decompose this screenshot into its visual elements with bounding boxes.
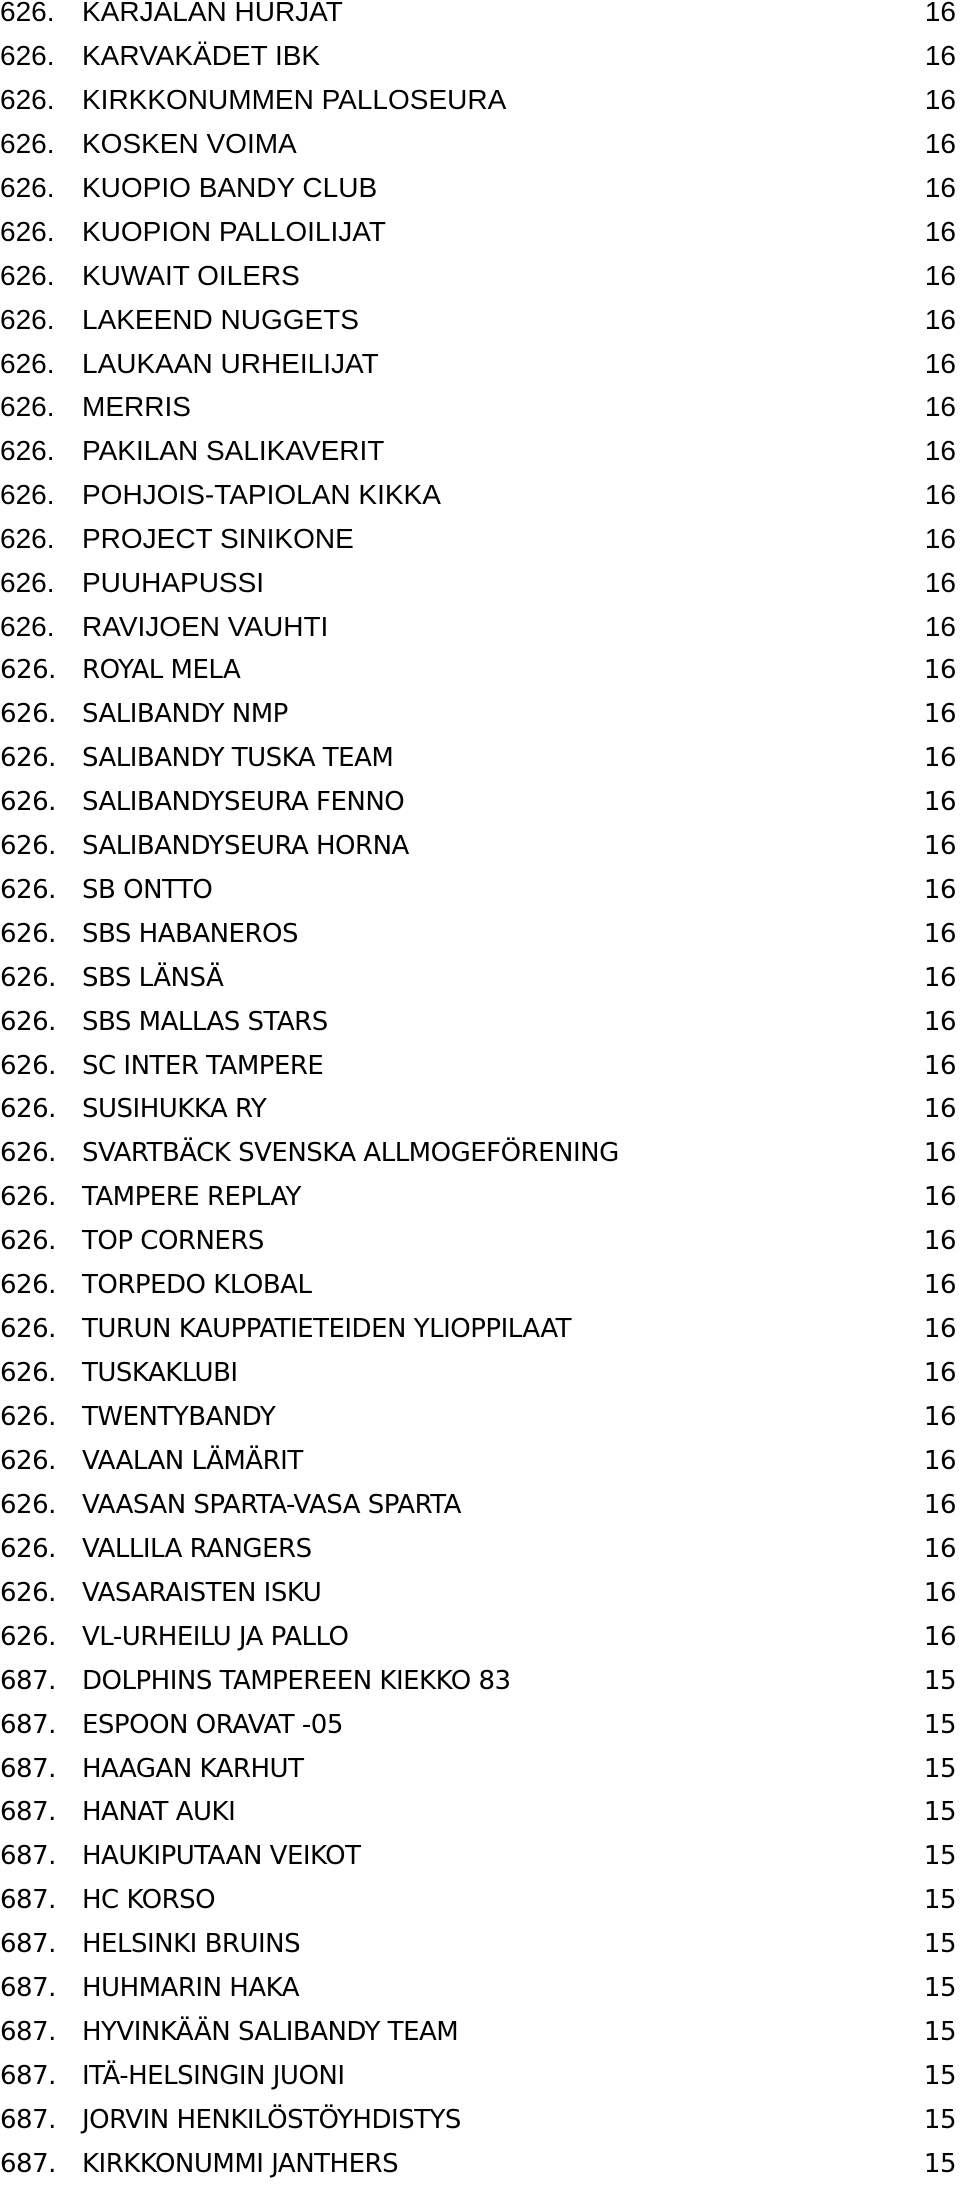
ranking-row xyxy=(0,1572,960,1616)
rank-number: 626. xyxy=(0,171,55,203)
rank-number: 626. xyxy=(0,830,56,861)
ranking-row xyxy=(0,561,960,605)
points-value: 15 xyxy=(923,2148,956,2179)
team-name: KUOPION PALLOILIJAT xyxy=(82,215,386,247)
team-name: SC INTER TAMPERE xyxy=(82,1050,324,1081)
points-value: 15 xyxy=(923,2017,956,2048)
ranking-row xyxy=(0,0,960,34)
team-name: SBS HABANEROS xyxy=(82,918,299,949)
ranking-row xyxy=(0,385,960,429)
team-name: TURUN KAUPPATIETEIDEN YLIOPPILAAT xyxy=(82,1314,571,1345)
ranking-row xyxy=(0,737,960,781)
rank-number: 626. xyxy=(0,1489,56,1520)
team-name: KARVAKÄDET IBK xyxy=(82,39,321,71)
ranking-row xyxy=(0,1440,960,1484)
points-value: 15 xyxy=(923,1753,956,1784)
points-value: 16 xyxy=(923,1358,956,1389)
team-name: SBS MALLAS STARS xyxy=(82,1006,328,1037)
team-name: HUHMARIN HAKA xyxy=(82,1973,300,2004)
points-value: 15 xyxy=(923,1929,956,1960)
rank-number: 626. xyxy=(0,1050,56,1081)
rank-number: 626. xyxy=(0,918,56,949)
ranking-row xyxy=(0,2055,960,2099)
rank-number: 626. xyxy=(0,303,55,335)
ranking-row xyxy=(0,825,960,869)
team-name: KOSKEN VOIMA xyxy=(82,127,297,159)
points-value: 16 xyxy=(924,39,956,71)
ranking-row xyxy=(0,1264,960,1308)
rank-number: 626. xyxy=(0,127,55,159)
points-value: 16 xyxy=(924,127,956,159)
rank-number: 626. xyxy=(0,215,55,247)
team-name: KUWAIT OILERS xyxy=(82,259,300,291)
team-name: TAMPERE REPLAY xyxy=(82,1182,301,1213)
ranking-row xyxy=(0,298,960,342)
team-name: VAASAN SPARTA-VASA SPARTA xyxy=(82,1489,461,1520)
team-name: KUOPIO BANDY CLUB xyxy=(82,171,378,203)
ranking-row xyxy=(0,473,960,517)
team-name: KIRKKONUMMI JANTHERS xyxy=(82,2148,399,2179)
ranking-row xyxy=(0,1220,960,1264)
team-name: TUSKAKLUBI xyxy=(82,1358,238,1389)
points-value: 16 xyxy=(924,567,956,599)
ranking-row xyxy=(0,166,960,210)
points-value: 16 xyxy=(923,1489,956,1520)
rank-number: 626. xyxy=(0,962,56,993)
team-name: HC KORSO xyxy=(82,1885,216,1916)
points-value: 16 xyxy=(924,83,956,115)
ranking-row xyxy=(0,429,960,473)
points-value: 16 xyxy=(923,962,956,993)
team-name: RAVIJOEN VAUHTI xyxy=(82,611,329,643)
points-value: 15 xyxy=(923,2061,956,2092)
rank-number: 626. xyxy=(0,39,55,71)
team-name: SALIBANDYSEURA HORNA xyxy=(82,830,409,861)
points-value: 15 xyxy=(923,1797,956,1828)
team-name: TORPEDO KLOBAL xyxy=(82,1270,312,1301)
ranking-row xyxy=(0,34,960,78)
points-value: 16 xyxy=(923,1314,956,1345)
rank-number: 626. xyxy=(0,1533,56,1564)
ranking-row xyxy=(0,605,960,649)
ranking-row xyxy=(0,210,960,254)
ranking-row xyxy=(0,122,960,166)
ranking-row xyxy=(0,693,960,737)
points-value: 16 xyxy=(923,1094,956,1125)
team-name: PUUHAPUSSI xyxy=(82,567,265,599)
team-name: DOLPHINS TAMPEREEN KIEKKO 83 xyxy=(82,1665,511,1696)
team-name: SALIBANDYSEURA FENNO xyxy=(82,786,405,817)
rank-number: 626. xyxy=(0,1094,56,1125)
rank-number: 626. xyxy=(0,1182,56,1213)
points-value: 16 xyxy=(924,391,956,423)
rank-number: 626. xyxy=(0,0,55,27)
ranking-row xyxy=(0,1176,960,1220)
ranking-row xyxy=(0,1132,960,1176)
team-name: SALIBANDY TUSKA TEAM xyxy=(82,742,394,773)
team-name: HAUKIPUTAAN VEIKOT xyxy=(82,1841,361,1872)
ranking-row xyxy=(0,1879,960,1923)
rank-number: 626. xyxy=(0,699,56,729)
points-value: 16 xyxy=(924,479,956,511)
points-value: 16 xyxy=(923,1577,956,1608)
ranking-row xyxy=(0,957,960,1001)
ranking-row xyxy=(0,517,960,561)
points-value: 15 xyxy=(923,1665,956,1696)
team-name: LAUKAAN URHEILIJAT xyxy=(82,347,379,379)
team-name: VALLILA RANGERS xyxy=(82,1533,312,1564)
rank-number: 626. xyxy=(0,83,55,115)
team-name: SB ONTTO xyxy=(82,874,213,905)
team-name: VASARAISTEN ISKU xyxy=(82,1577,322,1608)
ranking-row xyxy=(0,1967,960,2011)
team-name: ITÄ-HELSINGIN JUONI xyxy=(82,2061,345,2092)
points-value: 16 xyxy=(924,303,956,335)
rank-number: 626. xyxy=(0,1577,56,1608)
ranking-row xyxy=(0,2099,960,2143)
ranking-row xyxy=(0,649,960,693)
rank-number: 687. xyxy=(0,1929,56,1960)
ranking-row xyxy=(0,1791,960,1835)
ranking-row xyxy=(0,1308,960,1352)
ranking-row xyxy=(0,1396,960,1440)
team-name: ESPOON ORAVAT -05 xyxy=(82,1709,343,1740)
team-name: ROYAL MELA xyxy=(82,655,241,686)
rank-number: 687. xyxy=(0,2105,56,2135)
rank-number: 626. xyxy=(0,1402,56,1432)
rank-number: 626. xyxy=(0,1270,56,1301)
points-value: 16 xyxy=(924,215,956,247)
points-value: 16 xyxy=(923,742,956,773)
rank-number: 626. xyxy=(0,1314,56,1345)
points-value: 16 xyxy=(924,523,956,555)
rank-number: 626. xyxy=(0,786,56,817)
points-value: 16 xyxy=(923,1402,956,1432)
ranking-row xyxy=(0,1748,960,1792)
points-value: 16 xyxy=(924,435,956,467)
rank-number: 626. xyxy=(0,347,55,379)
points-value: 16 xyxy=(923,1050,956,1081)
team-name: MERRIS xyxy=(82,391,191,423)
rank-number: 687. xyxy=(0,1973,56,2004)
rank-number: 626. xyxy=(0,435,55,467)
rank-number: 626. xyxy=(0,874,56,905)
rank-number: 626. xyxy=(0,523,55,555)
rank-number: 626. xyxy=(0,1138,56,1169)
rank-number: 687. xyxy=(0,1841,56,1872)
rank-number: 626. xyxy=(0,259,55,291)
points-value: 16 xyxy=(923,830,956,861)
ranking-row xyxy=(0,1484,960,1528)
team-name: PAKILAN SALIKAVERIT xyxy=(82,435,385,467)
points-value: 16 xyxy=(923,786,956,817)
points-value: 16 xyxy=(923,699,956,729)
rank-number: 626. xyxy=(0,655,56,686)
ranking-row xyxy=(0,869,960,913)
points-value: 16 xyxy=(923,918,956,949)
team-name: SUSIHUKKA RY xyxy=(82,1094,267,1125)
team-name: VAALAN LÄMÄRIT xyxy=(82,1445,303,1476)
ranking-row xyxy=(0,1001,960,1045)
team-name: HELSINKI BRUINS xyxy=(82,1929,301,1960)
rank-number: 626. xyxy=(0,1358,56,1389)
ranking-row xyxy=(0,1704,960,1748)
rank-number: 687. xyxy=(0,1885,56,1916)
ranking-row xyxy=(0,781,960,825)
rank-number: 626. xyxy=(0,1445,56,1476)
rank-number: 687. xyxy=(0,1753,56,1784)
rank-number: 687. xyxy=(0,1665,56,1696)
rank-number: 626. xyxy=(0,1226,56,1257)
team-name: POHJOIS-TAPIOLAN KIKKA xyxy=(82,479,441,511)
points-value: 16 xyxy=(923,1226,956,1257)
team-name: HAAGAN KARHUT xyxy=(82,1753,304,1784)
team-name: SALIBANDY NMP xyxy=(82,699,288,729)
points-value: 16 xyxy=(923,1270,956,1301)
rank-number: 687. xyxy=(0,1709,56,1740)
ranking-row xyxy=(0,254,960,298)
team-name: KARJALAN HURJAT xyxy=(82,0,343,27)
rank-number: 626. xyxy=(0,742,56,773)
ranking-row xyxy=(0,78,960,122)
team-name: SVARTBÄCK SVENSKA ALLMOGEFÖRENING xyxy=(82,1138,619,1169)
ranking-row xyxy=(0,2143,960,2187)
points-value: 16 xyxy=(923,1138,956,1169)
points-value: 16 xyxy=(924,171,956,203)
points-value: 16 xyxy=(924,347,956,379)
ranking-row xyxy=(0,1616,960,1660)
points-value: 16 xyxy=(923,1445,956,1476)
team-name: TOP CORNERS xyxy=(82,1226,264,1257)
points-value: 16 xyxy=(923,1621,956,1652)
points-value: 15 xyxy=(923,1841,956,1872)
ranking-row xyxy=(0,342,960,386)
points-value: 16 xyxy=(923,655,956,686)
ranking-row xyxy=(0,1660,960,1704)
team-name: HYVINKÄÄN SALIBANDY TEAM xyxy=(82,2017,459,2048)
ranking-row xyxy=(0,1352,960,1396)
rank-number: 626. xyxy=(0,611,55,643)
team-name: JORVIN HENKILÖSTÖYHDISTYS xyxy=(82,2105,461,2135)
points-value: 15 xyxy=(923,1973,956,2004)
rank-number: 626. xyxy=(0,1621,56,1652)
rank-number: 687. xyxy=(0,2148,56,2179)
points-value: 16 xyxy=(924,259,956,291)
ranking-row xyxy=(0,913,960,957)
points-value: 16 xyxy=(923,1006,956,1037)
ranking-row xyxy=(0,2011,960,2055)
rank-number: 687. xyxy=(0,2017,56,2048)
team-name: TWENTYBANDY xyxy=(82,1402,276,1432)
team-name: PROJECT SINIKONE xyxy=(82,523,354,555)
rank-number: 626. xyxy=(0,479,55,511)
team-name: SBS LÄNSÄ xyxy=(82,962,224,993)
ranking-row xyxy=(0,1835,960,1879)
rank-number: 687. xyxy=(0,2061,56,2092)
rank-number: 626. xyxy=(0,567,55,599)
points-value: 16 xyxy=(923,1533,956,1564)
ranking-row xyxy=(0,1528,960,1572)
points-value: 15 xyxy=(923,1709,956,1740)
ranking-row xyxy=(0,1923,960,1967)
points-value: 16 xyxy=(924,0,956,27)
points-value: 15 xyxy=(923,1885,956,1916)
ranking-row xyxy=(0,1045,960,1089)
rank-number: 626. xyxy=(0,391,55,423)
team-name: LAKEEND NUGGETS xyxy=(82,303,359,335)
points-value: 16 xyxy=(924,611,956,643)
points-value: 16 xyxy=(923,1182,956,1213)
team-name: VL-URHEILU JA PALLO xyxy=(82,1621,349,1652)
rank-number: 626. xyxy=(0,1006,56,1037)
points-value: 15 xyxy=(923,2105,956,2135)
ranking-row xyxy=(0,1088,960,1132)
team-name: HANAT AUKI xyxy=(82,1797,236,1828)
team-name: KIRKKONUMMEN PALLOSEURA xyxy=(82,83,507,115)
points-value: 16 xyxy=(923,874,956,905)
rank-number: 687. xyxy=(0,1797,56,1828)
